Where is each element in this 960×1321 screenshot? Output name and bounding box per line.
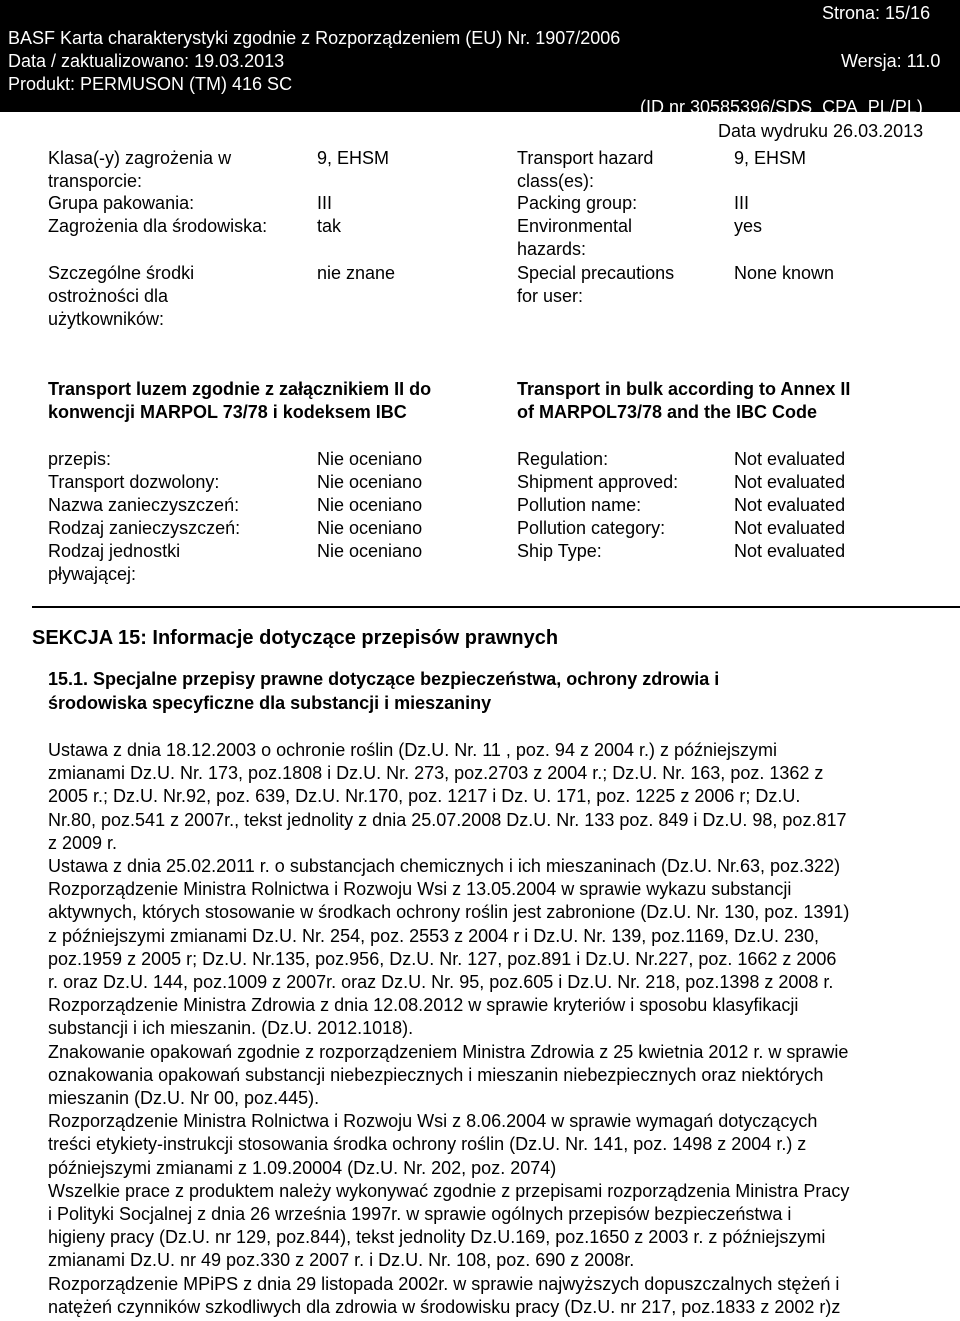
- legal-line: z 2009 r.: [48, 832, 118, 853]
- legal-line: 2005 r.; Dz.U. Nr.92, poz. 639, Dz.U. Nr.170, poz. 1217 i Dz. U. 171, poz. 1225 z 2006 r; Dz.U.: [48, 786, 801, 807]
- legal-line: mieszanin (Dz.U. Nr 00, poz.445).: [48, 1088, 320, 1109]
- legal-line: higieny pracy (Dz.U. nr 129, poz.844), tekst jednolity Dz.U.169, poz.1650 z 2003 r. z późniejszymi: [48, 1227, 826, 1248]
- legal-line: Nr.80, poz.541 z 2007r., tekst jednolity z dnia 25.07.2008 Dz.U. Nr. 133 poz. 849 i Dz.U. 98, poz.817: [48, 809, 847, 830]
- row-packing-en-label: Packing group:: [517, 193, 638, 213]
- bulk-shipment-pl-value: Nie oceniano: [317, 472, 423, 492]
- subsection-title: 15.1. Specjalne przepisy prawne dotyczące bezpieczeństwa, ochrony zdrowia i środowiska specyficzne dla substancji i mieszaniny: [48, 669, 720, 713]
- print-date: Data wydruku 26.03.2013: [718, 121, 924, 141]
- bulk-pollution-name-en-label: Pollution name:: [517, 495, 642, 515]
- row-env-en-value: yes: [734, 216, 763, 236]
- row-packing-pl-value: III: [317, 193, 333, 213]
- legal-line: oznakowania opakowań substancji niebezpiecznych i mieszanin niebezpiecznych oraz niektórych: [48, 1064, 824, 1085]
- row-class-en-label: Transport hazard class(es):: [517, 148, 654, 191]
- legal-line: Ustawa z dnia 25.02.2011 r. o substancjach chemicznych i ich mieszaninach (Dz.U. Nr.63, poz.322): [48, 856, 841, 877]
- version: Wersja: 11.0: [841, 51, 941, 71]
- bulk-ship-type-en-label: Ship Type:: [517, 541, 602, 561]
- row-class-en-value: 9, EHSM: [734, 148, 807, 168]
- legal-line: i Polityki Socjalnej z dnia 26 września 1997r. w sprawie ogólnych przepisów bezpieczeństwa i: [48, 1204, 792, 1225]
- section-divider: [32, 606, 960, 608]
- bulk-ship-type-pl-value: Nie oceniano: [317, 541, 423, 561]
- legal-line: Rozporządzenie MPiPS z dnia 29 listopada 2002r. w sprawie najwyższych dopuszczalnych stężeń i: [48, 1273, 840, 1294]
- bulk-regulation-pl-value: Nie oceniano: [317, 449, 423, 469]
- row-precautions-en-value: None known: [734, 263, 835, 283]
- legal-line: treści etykiety-instrukcji stosowania środka ochrony roślin (Dz.U. Nr. 141, poz. 1498 z 2004 r.) z: [48, 1134, 807, 1155]
- legal-text: [48, 739, 948, 1319]
- product-name: Produkt: PERMUSON (TM) 416 SC: [8, 74, 293, 94]
- bulk-pollution-category-pl-label: Rodzaj zanieczyszczeń:: [48, 518, 241, 538]
- bulk-shipment-en-value: Not evaluated: [734, 472, 846, 492]
- legal-line: późniejszymi zmianami z 1.09.20004 (Dz.U. Nr. 202, poz. 2074): [48, 1157, 557, 1178]
- bulk-regulation-en-value: Not evaluated: [734, 449, 846, 469]
- bulk-pollution-category-pl-value: Nie oceniano: [317, 518, 423, 538]
- bulk-pollution-name-en-value: Not evaluated: [734, 495, 846, 515]
- bulk-shipment-pl-label: Transport dozwolony:: [48, 472, 220, 492]
- legal-line: zmianami Dz.U. nr 49 poz.330 z 2007 r. i Dz.U. Nr. 108, poz. 690 z 2008r.: [48, 1250, 635, 1271]
- row-precautions-pl-value: nie znane: [317, 263, 396, 283]
- legal-line: Rozporządzenie Ministra Rolnictwa i Rozwoju Wsi z 13.05.2004 w sprawie wykazu substancji: [48, 879, 792, 900]
- document-id: (ID nr 30585396/SDS_CPA_PL/PL): [640, 97, 923, 117]
- bulk-pollution-category-en-label: Pollution category:: [517, 518, 666, 538]
- row-precautions-en-label: Special precautions for user:: [517, 263, 675, 306]
- bulk-pollution-name-pl-label: Nazwa zanieczyszczeń:: [48, 495, 240, 515]
- bulk-shipment-en-label: Shipment approved:: [517, 472, 679, 492]
- revision-date: Data / zaktualizowano: 19.03.2013: [8, 51, 285, 71]
- section-title: SEKCJA 15: Informacje dotyczące przepisów prawnych: [32, 627, 559, 649]
- bulk-heading-pl: Transport luzem zgodnie z załącznikiem II do konwencji MARPOL 73/78 i kodeksem IBC: [48, 379, 432, 422]
- legal-line: natężeń czynników szkodliwych dla zdrowia w środowisku pracy (Dz.U. nr 217, poz.1833 z 2002 r)z: [48, 1296, 841, 1317]
- bulk-pollution-name-pl-value: Nie oceniano: [317, 495, 423, 515]
- bulk-pollution-category-en-value: Not evaluated: [734, 518, 846, 538]
- legal-line: z późniejszymi zmianami Dz.U. Nr. 254, poz. 2553 z 2004 r i Dz.U. Nr. 139, poz.1169, Dz.U. 230,: [48, 925, 820, 946]
- page-number: Strona: 15/16: [822, 3, 931, 23]
- legal-line: substancji i ich mieszanin. (Dz.U. 2012.1018).: [48, 1018, 414, 1039]
- document-title: BASF Karta charakterystyki zgodnie z Rozporządzeniem (EU) Nr. 1907/2006: [8, 28, 621, 48]
- bulk-regulation-pl-label: przepis:: [48, 449, 112, 469]
- row-env-en-label: Environmental hazards:: [517, 216, 633, 259]
- row-packing-pl-label: Grupa pakowania:: [48, 193, 195, 213]
- row-packing-en-value: III: [734, 193, 750, 213]
- legal-line: poz.1959 z 2005 r; Dz.U. Nr.135, poz.956, Dz.U. Nr. 127, poz.891 i Dz.U. Nr.227, poz. 1662 z 2006: [48, 948, 837, 969]
- row-precautions-pl-label: Szczególne środki ostrożności dla użytkowników:: [48, 263, 195, 329]
- row-env-pl-label: Zagrożenia dla środowiska:: [48, 216, 268, 236]
- legal-line: Rozporządzenie Ministra Zdrowia z dnia 12.08.2012 w sprawie kryteriów i sposobu klasyfikacji: [48, 995, 799, 1016]
- legal-line: aktywnych, których stosowanie w środkach ochrony roślin jest zabronione (Dz.U. Nr. 130, poz. 1391): [48, 902, 850, 923]
- legal-line: r. oraz Dz.U. 144, poz.1009 z 2007r. oraz Dz.U. Nr. 95, poz.605 i Dz.U. Nr. 218, poz.1398 z 2008 r.: [48, 972, 834, 993]
- legal-line: Rozporządzenie Ministra Rolnictwa i Rozwoju Wsi z 8.06.2004 w sprawie wymagań dotyczących: [48, 1111, 818, 1132]
- legal-line: Znakowanie opakowań zgodnie z rozporządzeniem Ministra Zdrowia z 25 kwietnia 2012 r. w sprawie: [48, 1041, 849, 1062]
- row-class-pl-value: 9, EHSM: [317, 148, 390, 168]
- bulk-ship-type-en-value: Not evaluated: [734, 541, 846, 561]
- legal-line: Wszelkie prace z produktem należy wykonywać zgodnie z przepisami rozporządzenia Ministra Pracy: [48, 1180, 850, 1201]
- bulk-regulation-en-label: Regulation:: [517, 449, 609, 469]
- bulk-heading-en: Transport in bulk according to Annex II of MARPOL73/78 and the IBC Code: [517, 379, 851, 422]
- row-env-pl-value: tak: [317, 216, 342, 236]
- legal-line: zmianami Dz.U. Nr. 173, poz.1808 i Dz.U. Nr. 273, poz.2703 z 2004 r.; Dz.U. Nr. 163, poz. 1362 z: [48, 763, 824, 784]
- legal-line: Ustawa z dnia 18.12.2003 o ochronie roślin (Dz.U. Nr. 11 , poz. 94 z 2004 r.) z późniejszymi: [48, 740, 778, 760]
- row-class-pl-label: Klasa(-y) zagrożenia w transporcie:: [48, 148, 232, 191]
- bulk-ship-type-pl-label: Rodzaj jednostki pływającej:: [48, 541, 181, 584]
